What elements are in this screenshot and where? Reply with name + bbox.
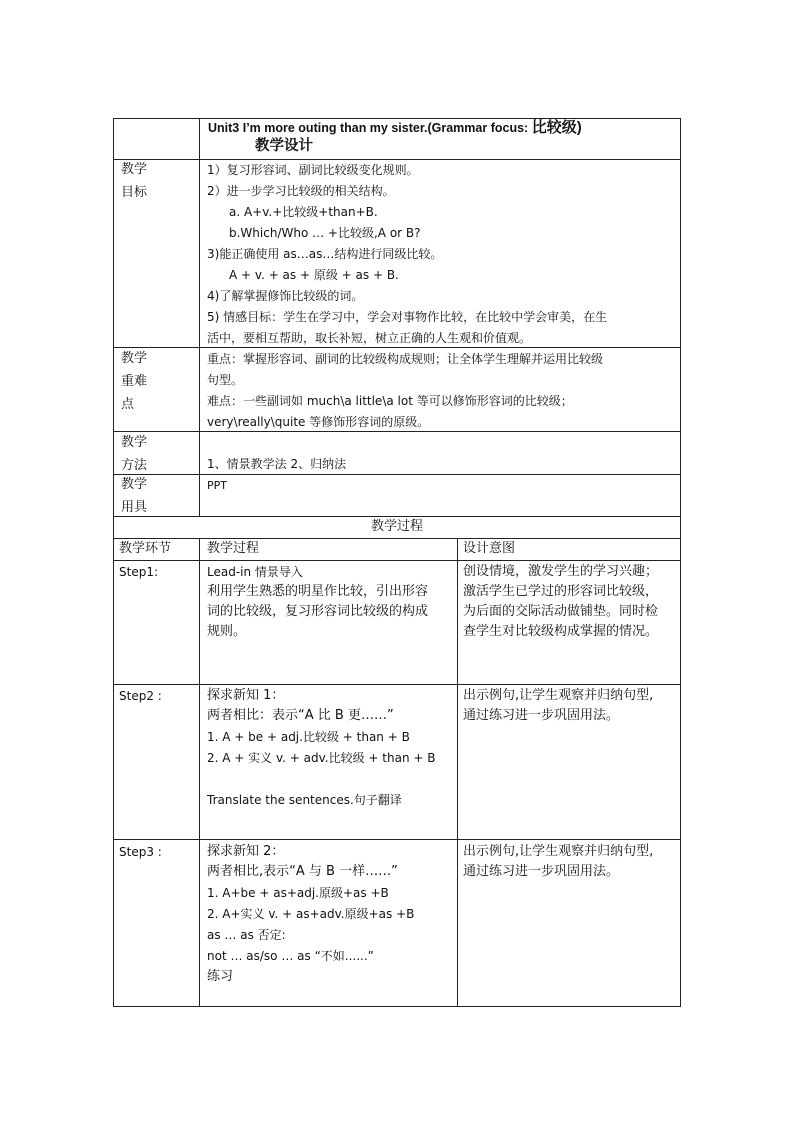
step-line: 两者相比,表示“A 与 B 一样……” [207, 864, 398, 879]
step-name: Step2 : [119, 689, 162, 703]
column-divider [199, 538, 200, 1007]
step-line: not … as/so … as “不如......” [207, 949, 374, 963]
methods-label: 教学 方法 [121, 435, 148, 473]
tools-label: 教学 用具 [121, 477, 148, 515]
step-line: 练习 [207, 969, 234, 984]
step-name: Step3 : [119, 845, 162, 859]
step-line: 规则。 [207, 624, 247, 639]
goal-line: 2）进一步学习比较级的相关结构。 [207, 184, 395, 198]
step-line: 词的比较级，复习形容词比较级的构成 [207, 604, 429, 619]
step-line: 探求新知 1： [207, 688, 285, 703]
goal-line: a. A+v.+比较级+than+B. [229, 205, 378, 219]
difficulty-line: 重点：掌握形容词、副词的比较级构成规则；让全体学生理解并运用比较级 [207, 352, 604, 366]
step-line: Lead-in 情景导入 [207, 565, 303, 579]
intent-line: 通过练习进一步巩固用法。 [463, 708, 620, 723]
intent-line: 为后面的交际活动做铺垫。同时检 [463, 604, 659, 619]
col-header-intent: 设计意图 [463, 541, 516, 556]
goal-line: 1）复习形容词、副词比较级变化规则。 [207, 163, 419, 177]
step-line: 2. A+实义 v. + as+adv.原级+as +B [207, 907, 415, 921]
methods-content: 1、情景教学法 2、归纳法 [207, 457, 347, 471]
difficulty-line: very\really\quite 等修饰形容词的原级。 [207, 415, 430, 429]
intent-line: 通过练习进一步巩固用法。 [463, 864, 620, 879]
goal-line: 活中，要相互帮助，取长补短，树立正确的人生观和价值观。 [207, 331, 532, 345]
document-subtitle: 教学设计 [255, 138, 313, 154]
intent-line: 出示例句,让学生观察并归纳句型, [463, 844, 654, 859]
step-line: Translate the sentences.句子翻译 [207, 793, 402, 807]
intent-line: 查学生对比较级构成掌握的情况。 [463, 624, 659, 639]
column-divider [457, 538, 458, 1007]
step-name: Step1: [119, 565, 158, 579]
step-line: 探求新知 2： [207, 844, 285, 859]
step-line: 两者相比：表示“A 比 B 更……” [207, 708, 394, 723]
goals-label: 教学 目标 [121, 162, 148, 200]
intent-line: 创设情境，激发学生的学习兴趣； [463, 564, 659, 579]
difficulty-label: 教学 重难 点 [121, 351, 148, 412]
goal-line: 5) 情感目标：学生在学习中，学会对事物作比较，在比较中学会审美，在生 [207, 310, 608, 324]
process-heading: 教学过程 [370, 519, 423, 534]
tools-content: PPT [207, 479, 227, 492]
column-divider [199, 118, 200, 516]
difficulty-line: 难点：一些副词如 much\a little\a lot 等可以修饰形容词的比较级； [207, 394, 573, 408]
goal-line: 3)能正确使用 as…as…结构进行同级比较。 [207, 247, 443, 261]
col-header-stage: 教学环节 [119, 541, 172, 556]
intent-line: 激活学生已学过的形容词比较级， [463, 584, 659, 599]
step-line: 2. A + 实义 v. + adv.比较级 + than + B [207, 751, 436, 765]
step-line: as … as 否定: [207, 928, 286, 942]
step-line: 1. A+be + as+adj.原级+as +B [207, 886, 389, 900]
goal-line: 4)了解掌握修饰比较级的词。 [207, 289, 364, 303]
step-line: 利用学生熟悉的明星作比较，引出形容 [207, 584, 429, 599]
step-line: 1. A + be + adj.比较级 + than + B [207, 730, 410, 744]
goal-line: A + v. + as + 原级 + as + B. [229, 268, 399, 282]
document-title: Unit3 I’m more outing than my sister.(Grammar focus: 比较级) [208, 119, 582, 136]
intent-line: 出示例句,让学生观察并归纳句型, [463, 688, 654, 703]
col-header-process: 教学过程 [207, 541, 260, 556]
goal-line: b.Which/Who … +比较级,A or B? [229, 226, 421, 240]
difficulty-line: 句型。 [207, 373, 244, 387]
